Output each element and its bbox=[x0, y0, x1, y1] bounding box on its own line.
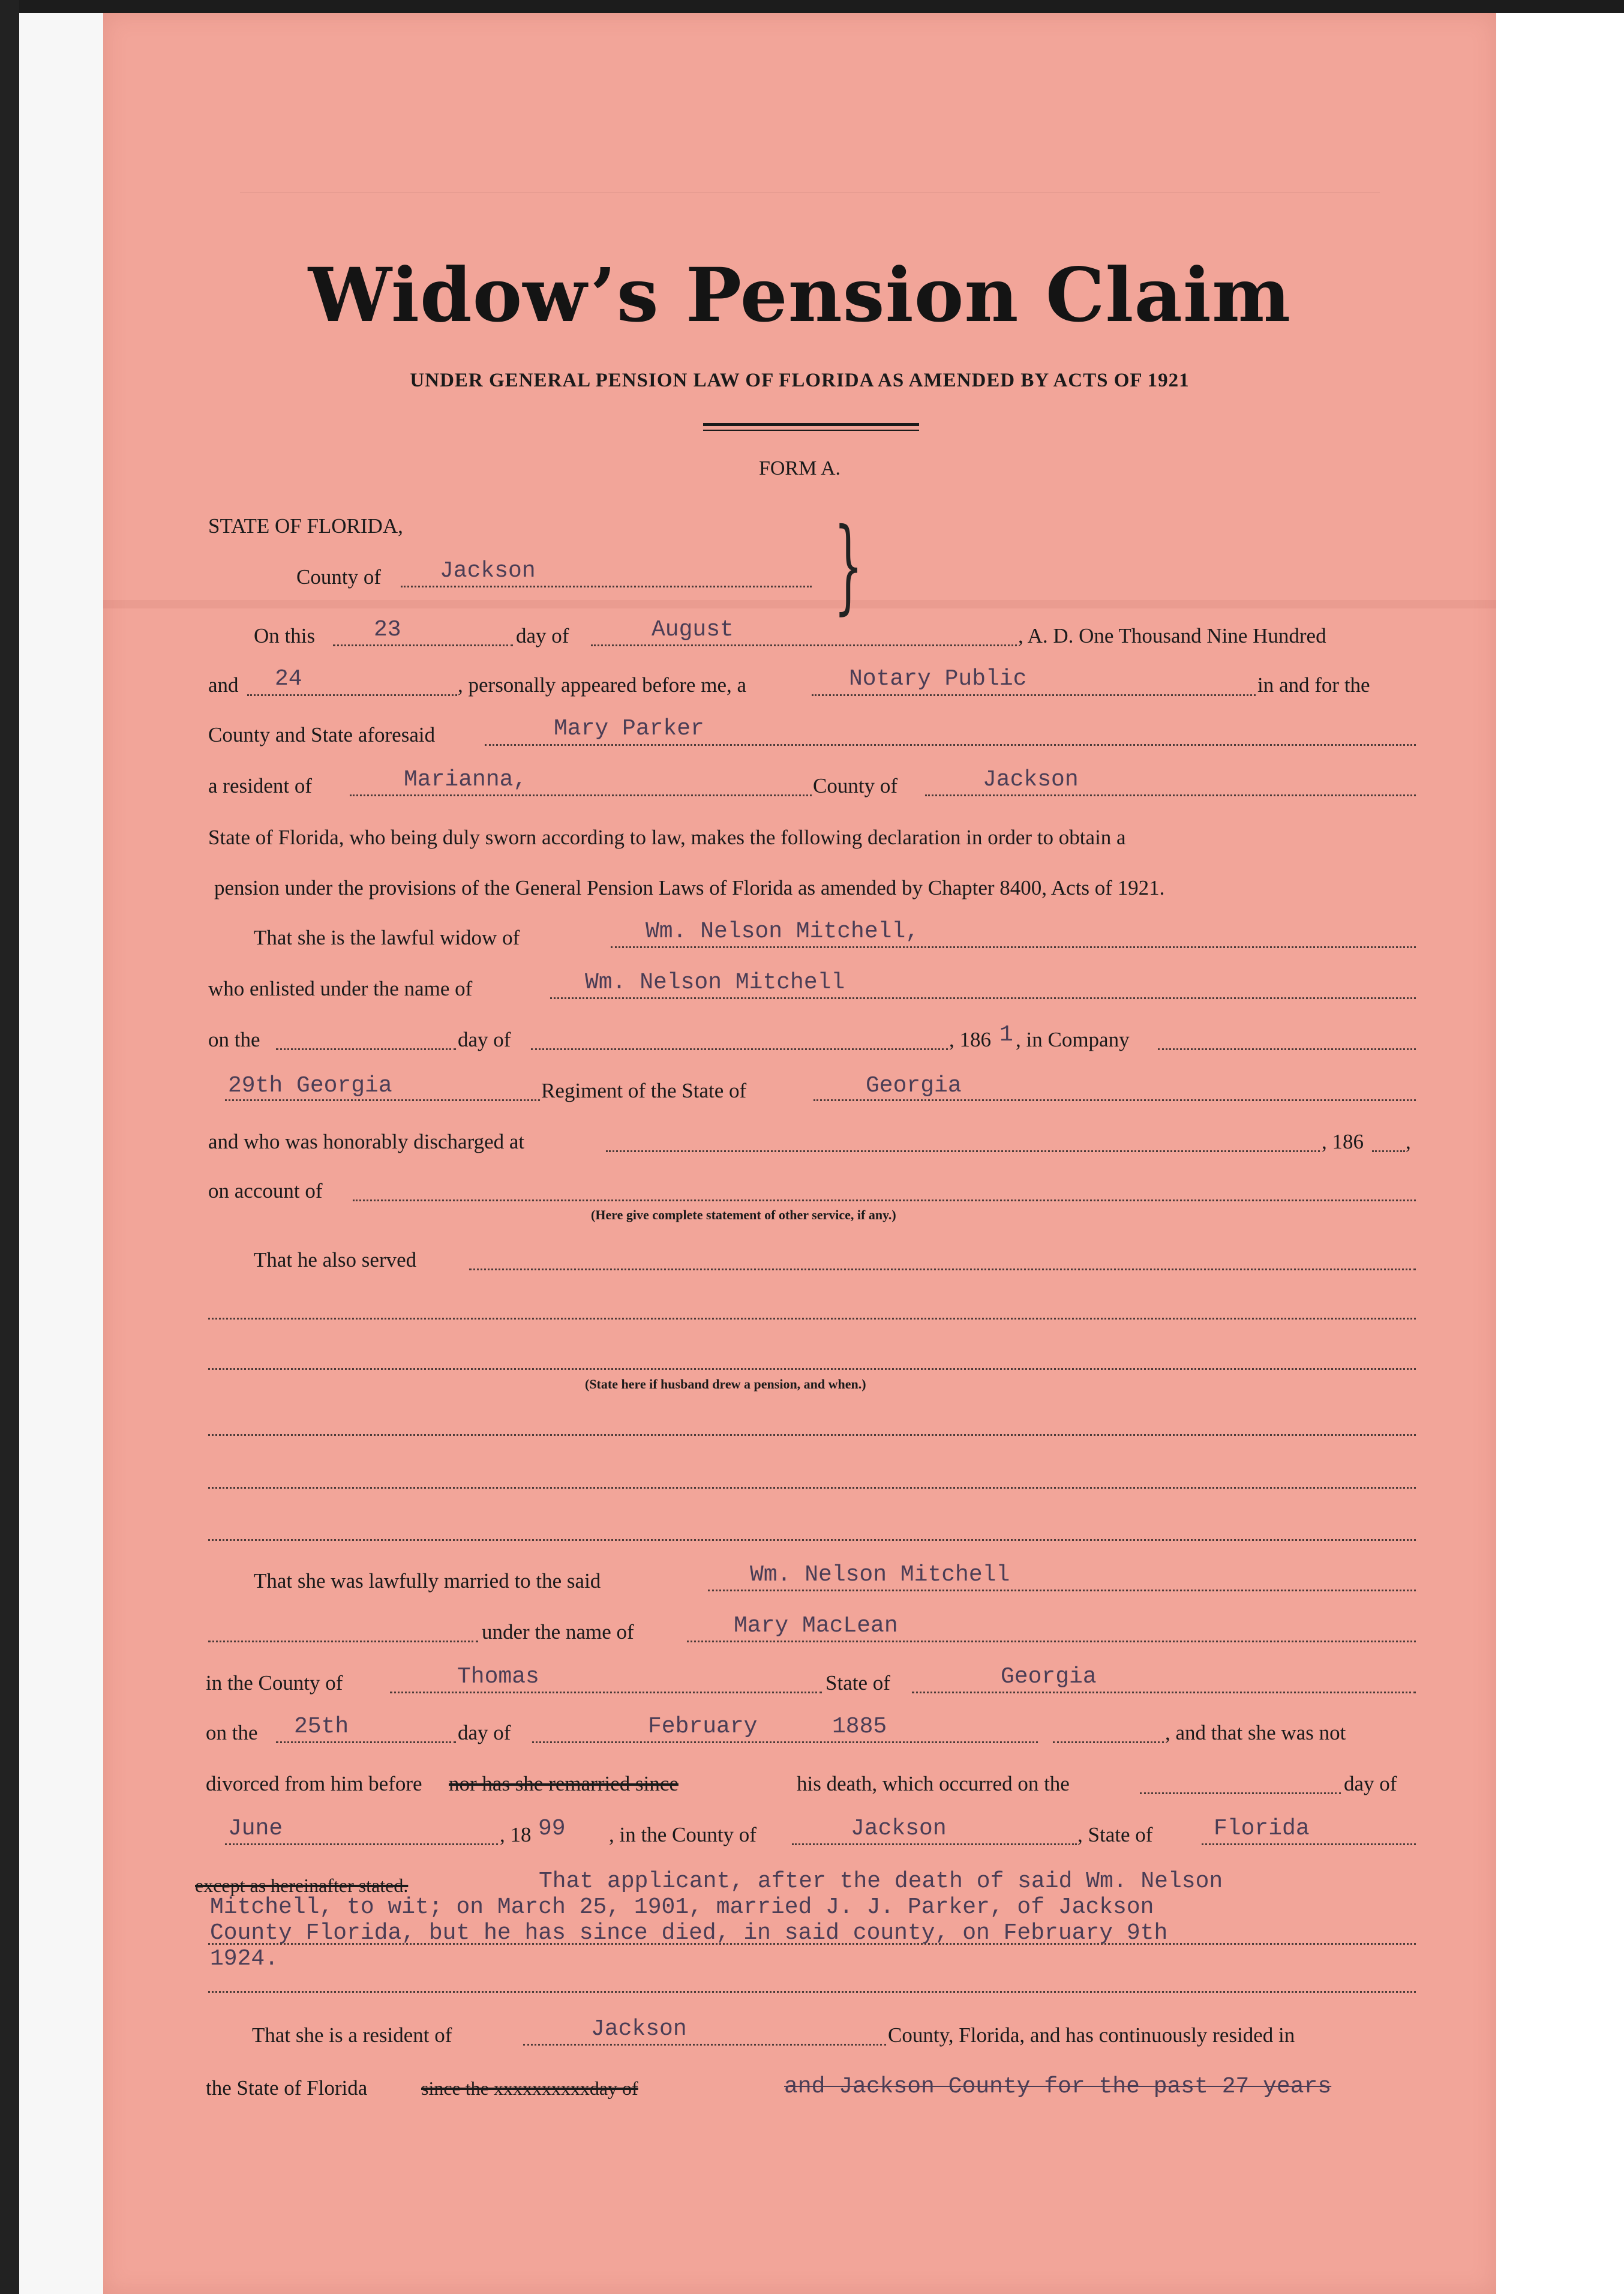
p3-in-county2: , in the County of bbox=[609, 1823, 757, 1846]
p3-statement-3: County Florida, but he has since died, in said county, on February 9th bbox=[210, 1920, 1168, 1946]
p1-appeared: , personally appeared before me, a bbox=[458, 673, 747, 697]
p1-town-line bbox=[350, 794, 812, 796]
p3-statement-4: 1924. bbox=[210, 1946, 279, 1972]
p1-county-of: County of bbox=[813, 774, 897, 797]
p2-on-the: on the bbox=[208, 1028, 260, 1051]
p1-town-value: Marianna, bbox=[404, 767, 527, 793]
p3-in-county: in the County of bbox=[206, 1671, 343, 1695]
title-rule-2 bbox=[703, 430, 919, 431]
p3-statement-line-1 bbox=[208, 1943, 1416, 1945]
p2-year-value: 1 bbox=[999, 1022, 1013, 1048]
p4-resident: That she is a resident of bbox=[252, 2023, 452, 2047]
p2-served-line-3 bbox=[208, 1368, 1416, 1370]
p3-day-line bbox=[276, 1741, 456, 1743]
p1-day-line bbox=[333, 644, 513, 646]
p2-day-line bbox=[276, 1048, 456, 1050]
p2-also-served: That he also served bbox=[254, 1248, 417, 1272]
paper-fold bbox=[103, 600, 1496, 608]
p1-day-value: 23 bbox=[374, 617, 401, 643]
p2-regiment-state-line bbox=[813, 1099, 1416, 1101]
scan-margin bbox=[19, 13, 103, 2294]
p3-married-value: Wm. Nelson Mitchell bbox=[750, 1562, 1010, 1588]
p2-regiment-state-value: Georgia bbox=[866, 1073, 962, 1099]
county-label: County of bbox=[296, 565, 381, 589]
p3-not-divorced: , and that she was not bbox=[1165, 1721, 1346, 1744]
p4-resident-value: Jackson bbox=[591, 2016, 687, 2042]
p3-death-year: 99 bbox=[538, 1816, 566, 1842]
p3-on-the: on the bbox=[206, 1721, 258, 1744]
p1-county2-line bbox=[925, 794, 1416, 796]
p3-month-value: February bbox=[648, 1714, 758, 1740]
p2-husband-value: Wm. Nelson Mitchell, bbox=[646, 919, 920, 944]
p1-pension: pension under the provisions of the General Pension Laws of Florida as amended by Chapter 8400, Acts of 1921. bbox=[214, 876, 1165, 899]
p2-company-line bbox=[1158, 1048, 1416, 1050]
p2-note-service: (Here give complete statement of other service, if any.) bbox=[591, 1207, 896, 1222]
bleed-through bbox=[240, 180, 1380, 193]
p3-married-line bbox=[708, 1590, 1416, 1591]
p2-in-company: , in Company bbox=[1016, 1028, 1130, 1051]
scan-border-left bbox=[0, 0, 19, 2294]
p3-maiden-line bbox=[687, 1641, 1416, 1642]
p1-month-line bbox=[591, 644, 1017, 646]
p3-statement-2: Mitchell, to wit; on March 25, 1901, married J. J. Parker, of Jackson bbox=[210, 1894, 1154, 1920]
p3-year-line-2 bbox=[1053, 1741, 1164, 1743]
p2-enlisted: who enlisted under the name of bbox=[208, 977, 473, 1000]
p1-in-for: in and for the bbox=[1257, 673, 1370, 697]
p3-state-of2: , State of bbox=[1077, 1823, 1153, 1846]
p3-married: That she was lawfully married to the said bbox=[254, 1569, 601, 1593]
p1-month-value: August bbox=[652, 617, 734, 643]
p2-note-pension: (State here if husband drew a pension, and when.) bbox=[585, 1377, 866, 1392]
p2-served-line bbox=[469, 1269, 1416, 1270]
p3-death-month-line bbox=[225, 1843, 498, 1845]
p3-county-line bbox=[390, 1692, 822, 1693]
p4-resident-line bbox=[523, 2044, 886, 2046]
p3-death: his death, which occurred on the bbox=[797, 1772, 1070, 1795]
p4-county-fl: County, Florida, and has continuously resided in bbox=[888, 2023, 1295, 2047]
p3-state-line bbox=[912, 1692, 1416, 1693]
p3-death-day-line bbox=[1140, 1792, 1341, 1794]
p3-death-county-line bbox=[792, 1843, 1077, 1845]
p3-death-county: Jackson bbox=[851, 1816, 947, 1842]
p1-resident-of: a resident of bbox=[208, 774, 312, 797]
p2-on-account: on account of bbox=[208, 1179, 323, 1203]
p2-account-line bbox=[353, 1200, 1416, 1201]
p3-death-state-line bbox=[1202, 1843, 1416, 1845]
p3-year-value: 1885 bbox=[832, 1714, 887, 1740]
p2-served-line-2 bbox=[208, 1318, 1416, 1320]
p2-day-of: day of bbox=[458, 1028, 511, 1051]
p1-year-value: 24 bbox=[275, 666, 302, 692]
p3-county-value: Thomas bbox=[457, 1664, 539, 1690]
p3-statement-line-2 bbox=[208, 1991, 1416, 1993]
brace-icon: } bbox=[833, 506, 863, 625]
p1-county-state: County and State aforesaid bbox=[208, 723, 436, 746]
p4-resided-value: and Jackson County for the past 27 years bbox=[784, 2074, 1332, 2100]
p2-enlisted-line bbox=[550, 997, 1416, 999]
p2-discharged-year: , 186 bbox=[1322, 1130, 1364, 1153]
p3-struck-remarried: nor has she remarried since bbox=[449, 1772, 679, 1795]
p1-claimant-line bbox=[485, 744, 1416, 746]
p3-death-year-prefix: , 18 bbox=[500, 1823, 532, 1846]
document-subtitle: UNDER GENERAL PENSION LAW OF FLORIDA AS AMENDED BY ACTS OF 1921 bbox=[410, 370, 1190, 391]
p2-pension-line-2 bbox=[208, 1487, 1416, 1489]
p1-year-line bbox=[247, 694, 457, 696]
p2-discharged-comma: , bbox=[1406, 1130, 1411, 1153]
p2-regiment-value: 29th Georgia bbox=[228, 1073, 392, 1099]
title-rule-1 bbox=[703, 423, 919, 426]
p3-death-state: Florida bbox=[1214, 1816, 1310, 1842]
p3-day-value: 25th bbox=[294, 1714, 349, 1740]
p2-month-line bbox=[531, 1048, 948, 1050]
p1-officer-value: Notary Public bbox=[849, 666, 1027, 692]
p3-day-of: day of bbox=[458, 1721, 511, 1744]
p2-pension-line-3 bbox=[208, 1539, 1416, 1541]
p2-regiment-of: Regiment of the State of bbox=[541, 1079, 747, 1102]
p3-state-of: State of bbox=[825, 1671, 890, 1695]
p1-and: and bbox=[208, 673, 239, 697]
p3-state-value: Georgia bbox=[1001, 1664, 1097, 1690]
p2-widow-of: That she is the lawful widow of bbox=[254, 926, 520, 949]
county-line bbox=[401, 586, 812, 587]
p1-on-this: On this bbox=[254, 624, 316, 647]
document-title: Widow’s Pension Claim bbox=[308, 252, 1292, 339]
p3-struck-except: except as hereinafter stated. bbox=[195, 1875, 409, 1896]
p3-day-of2: day of bbox=[1344, 1772, 1397, 1795]
p3-maiden-value: Mary MacLean bbox=[734, 1613, 898, 1639]
p3-maiden: under the name of bbox=[482, 1620, 634, 1644]
p2-husband-line bbox=[611, 946, 1416, 948]
county-value: Jackson bbox=[440, 558, 536, 584]
p2-pension-line-1 bbox=[208, 1434, 1416, 1436]
p2-discharged-year-line bbox=[1372, 1150, 1405, 1152]
p3-death-month: June bbox=[228, 1816, 283, 1842]
form-label: FORM A. bbox=[758, 457, 841, 479]
scan-border-top bbox=[0, 0, 1624, 13]
p1-day-of: day of bbox=[516, 624, 569, 647]
p3-divorced: divorced from him before bbox=[206, 1772, 422, 1795]
p1-sworn: State of Florida, who being duly sworn according to law, makes the following declaration in order to obtain a bbox=[208, 826, 1126, 849]
p4-state-fl: the State of Florida bbox=[206, 2076, 368, 2100]
p3-month-line bbox=[532, 1741, 1038, 1743]
p2-regiment-line bbox=[225, 1099, 540, 1101]
p1-officer-line bbox=[812, 694, 1256, 696]
p1-ad-text: , A. D. One Thousand Nine Hundred bbox=[1018, 624, 1326, 647]
p3-statement-1: That applicant, after the death of said Wm. Nelson bbox=[539, 1869, 1223, 1894]
state-header: STATE OF FLORIDA, bbox=[208, 514, 403, 538]
p1-claimant-value: Mary Parker bbox=[554, 716, 704, 742]
p1-county2-value: Jackson bbox=[983, 767, 1079, 793]
p4-struck-since: since the xxxxxxxxxxday of bbox=[421, 2077, 638, 2099]
p2-discharged-line bbox=[606, 1150, 1320, 1152]
p3-pre-maiden-line bbox=[208, 1641, 478, 1642]
p2-enlisted-value: Wm. Nelson Mitchell bbox=[585, 970, 845, 995]
p2-year-prefix: , 186 bbox=[949, 1028, 991, 1051]
p2-discharged: and who was honorably discharged at bbox=[208, 1130, 525, 1153]
